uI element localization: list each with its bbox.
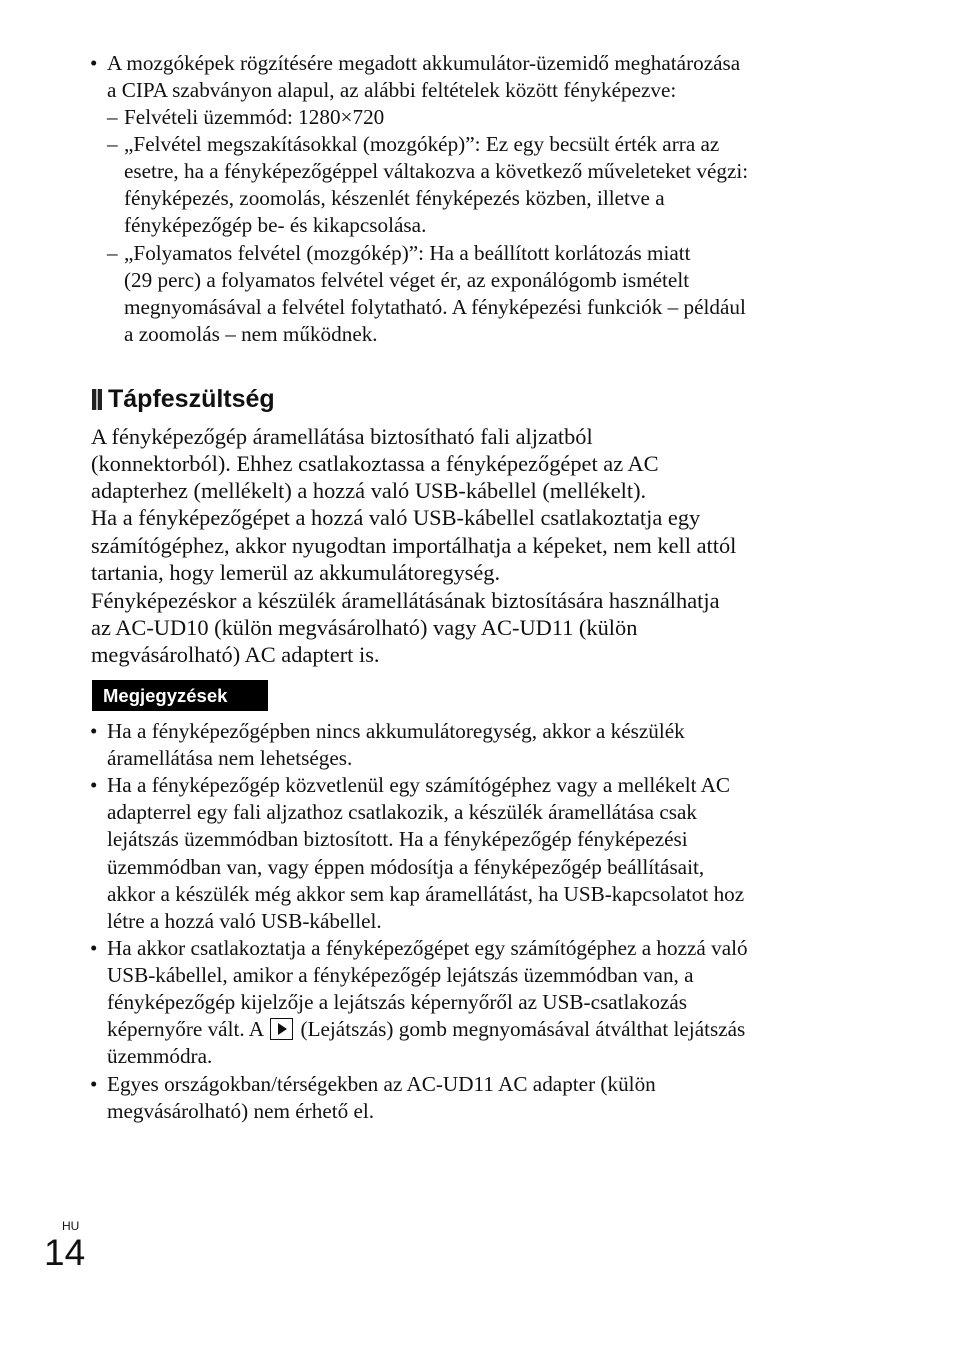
- text-line: a CIPA szabványon alapul, az alábbi feltételek között fényképezve:: [107, 78, 677, 102]
- text-line: (29 perc) a folyamatos felvétel véget ér, az exponálógomb ismételt: [124, 268, 690, 292]
- text-line: tartania, hogy lemerül az akkumulátoregység.: [91, 560, 501, 585]
- section-marker-icon: [92, 389, 102, 410]
- page-number: 14: [44, 1232, 86, 1273]
- bullet: •: [90, 773, 98, 797]
- text-line: Fényképezéskor a készülék áramellátásának biztosítására használhatja: [91, 588, 720, 613]
- text-line: Ha a fényképezőgép közvetlenül egy számítógéphez vagy a mellékelt AC: [107, 773, 731, 797]
- text-line: létre a hozzá való USB-kábellel.: [107, 909, 382, 933]
- text-line: megvásárolható) nem érhető el.: [107, 1099, 375, 1123]
- text-line: megnyomásával a felvétel folytatható. A fényképezési funkciók – például: [124, 295, 746, 319]
- text-line: Felvételi üzemmód: 1280×720: [124, 105, 385, 129]
- bullet: •: [90, 719, 98, 743]
- text-line: Ha a fényképezőgépben nincs akkumulátoregység, akkor a készülék: [107, 719, 685, 743]
- text-line: adapterhez (mellékelt) a hozzá való USB-kábellel (mellékelt).: [91, 478, 647, 503]
- text-line: USB-kábellel, amikor a fényképezőgép lejátszás üzemmódban van, a: [107, 963, 694, 987]
- text-line-with-icon: [107, 1016, 745, 1043]
- play-icon: [270, 1018, 293, 1040]
- text-line: esetre, ha a fényképezőgéppel váltakozva a következő műveleteket végzi:: [124, 159, 749, 183]
- text-line: üzemmódban van, vagy éppen módosítja a fényképezőgép beállításait,: [107, 855, 705, 879]
- text-line: „Felvétel megszakításokkal (mozgókép)”: Ez egy becsült érték arra az: [124, 132, 720, 156]
- section-title: Tápfeszültség: [108, 384, 275, 413]
- bullet: •: [90, 936, 98, 960]
- text-line: az AC-UD10 (külön megvásárolható) vagy AC-UD11 (külön: [91, 615, 638, 640]
- text-line: Ha akkor csatlakoztatja a fényképezőgépet egy számítógéphez a hozzá való: [107, 936, 748, 960]
- text-line: A mozgóképek rögzítésére megadott akkumulátor-üzemidő meghatározása: [107, 51, 741, 75]
- text-line: (konnektorból). Ehhez csatlakoztassa a fényképezőgépet az AC: [91, 451, 659, 476]
- text-line: Ha a fényképezőgépet a hozzá való USB-kábellel csatlakoztatja egy: [91, 505, 701, 530]
- text-line: a zoomolás – nem működnek.: [124, 322, 378, 346]
- text-fragment: (Lejátszás) gomb megnyomásával átválthat lejátszás: [300, 1017, 746, 1041]
- text-line: fényképezés, zoomolás, készenlét fényképezés közben, illetve a: [124, 186, 665, 210]
- page-language: HU: [62, 1219, 80, 1233]
- section-heading: [92, 383, 275, 415]
- bullet: •: [90, 1072, 98, 1096]
- text-line: adapterrel egy fali aljzathoz csatlakozik, a készülék áramellátása csak: [107, 800, 697, 824]
- text-line: fényképezőgép kijelzője a lejátszás képernyőről az USB-csatlakozás: [107, 990, 688, 1014]
- text-line: áramellátása nem lehetséges.: [107, 746, 353, 770]
- dash: –: [107, 241, 118, 265]
- bullet: •: [90, 51, 98, 75]
- notes-label: Megjegyzések: [92, 680, 268, 711]
- text-line: „Folyamatos felvétel (mozgókép)”: Ha a beállított korlátozás miatt: [124, 241, 691, 265]
- text-fragment: képernyőre vált. A: [107, 1017, 263, 1041]
- text-line: üzemmódra.: [107, 1044, 213, 1068]
- text-line: lejátszás üzemmódban biztosított. Ha a fényképezőgép fényképezési: [107, 827, 688, 851]
- text-line: megvásárolható) AC adaptert is.: [91, 642, 380, 667]
- dash: –: [107, 132, 118, 156]
- text-line: fényképezőgép be- és kikapcsolása.: [124, 213, 427, 237]
- text-line: akkor a készülék még akkor sem kap áramellátást, ha USB-kapcsolatot hoz: [107, 882, 745, 906]
- text-line: Egyes országokban/térségekben az AC-UD11 AC adapter (külön: [107, 1072, 656, 1096]
- text-line: A fényképezőgép áramellátása biztosítható fali aljzatból: [91, 424, 593, 449]
- text-line: számítógéphez, akkor nyugodtan importálhatja a képeket, nem kell attól: [91, 533, 737, 558]
- dash: –: [107, 105, 118, 129]
